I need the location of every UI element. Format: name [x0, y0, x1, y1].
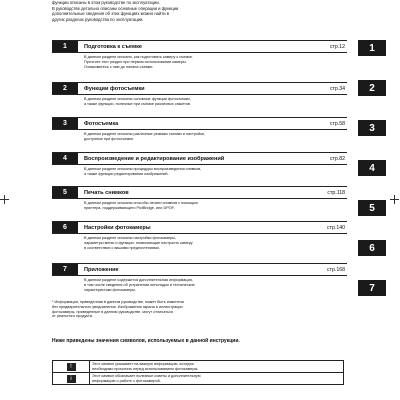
section-description: [84, 132, 347, 142]
section-header[interactable]: [52, 186, 347, 199]
intro-line: других разделах руководства по эксплуатации.: [52, 16, 144, 22]
section-page-ref: стр.34: [329, 85, 345, 92]
symbol-legend-intro: Ниже приведены значения символов, используемых в данной инструкции.: [52, 338, 240, 344]
desc-line: параметры меню и функции, позволяющие настроить камеру: [84, 240, 193, 245]
desc-line: В данном разделе описано, как подготовить камеру к съемке.: [84, 55, 194, 59]
section-number: 4: [52, 153, 78, 164]
section-header[interactable]: [52, 82, 347, 95]
section-description: [84, 236, 347, 250]
section-header[interactable]: [52, 221, 347, 234]
chapter-tab-3[interactable]: 3: [358, 120, 386, 136]
desc-line: В данном разделе описаны различные режимы съемки и настройки,: [84, 132, 205, 136]
registration-mark-icon: [390, 195, 399, 204]
section-number: 3: [52, 118, 78, 129]
section-number: 7: [52, 264, 78, 275]
section-header[interactable]: [52, 152, 347, 165]
chapter-tab-2[interactable]: 2: [358, 80, 386, 96]
section-page-ref: стр.140: [327, 224, 345, 231]
chapter-tab-4[interactable]: 4: [358, 160, 386, 176]
desc-line: В данном разделе описаны процедуры воспроизведения снимков,: [84, 167, 202, 171]
section-title: Подготовка к съемке: [84, 43, 142, 50]
intro-line: дополнительные сведения об этих функциях можно найти в: [52, 11, 169, 17]
desc-line: в соответствии с вашими предпочтениями.: [84, 245, 160, 250]
section-4: [52, 152, 347, 177]
legend-row: [53, 361, 344, 373]
section-description: [84, 278, 347, 292]
section-header[interactable]: [52, 40, 347, 53]
section-description: [84, 55, 347, 69]
section-3: [52, 117, 347, 142]
section-page-ref: стр.82: [329, 155, 345, 162]
legend-text-line: Этот символ обозначает полезные советы и дополнительную: [92, 374, 201, 379]
legend-text-line: необходимо прочитать перед использованием фотокамеры.: [92, 366, 199, 371]
section-title: Функции фотосъемки: [84, 85, 145, 92]
section-7: [52, 263, 347, 292]
desc-line: В данном разделе описаны способы печати снимков с помощью: [84, 201, 198, 205]
desc-line: в том числе сведения об устранении неполадок и технические: [84, 282, 195, 287]
section-6: [52, 221, 347, 250]
section-description: [84, 201, 347, 211]
section-description: [84, 97, 347, 107]
desc-line: В данном разделе описаны основные функции фотосъемки,: [84, 97, 191, 101]
section-5: [52, 186, 347, 211]
section-page-ref: стр.168: [327, 266, 345, 273]
section-number: 1: [52, 41, 78, 52]
info-icon: i: [67, 375, 76, 383]
footnote-line: от реального продукта.: [52, 314, 93, 319]
chapter-tab-7[interactable]: 7: [358, 280, 386, 296]
section-page-ref: стр.12: [329, 43, 345, 50]
intro-line: В руководстве детально описаны основные операции и функции: [52, 5, 179, 11]
desc-line: а также функции редактирования изображений.: [84, 171, 169, 176]
desc-line: Прочтите этот раздел при первом использовании камеры.: [84, 59, 187, 64]
symbol-legend-table: [52, 360, 344, 385]
section-title: Воспроизведение и редактирование изображений: [84, 155, 225, 162]
section-number: 2: [52, 83, 78, 94]
section-number: 5: [52, 187, 78, 198]
legend-text-line: Этот символ указывает на важную информацию, которую: [92, 362, 194, 366]
desc-line: доступные при фотосъемке.: [84, 136, 135, 141]
section-title: Настройки фотокамеры: [84, 224, 151, 231]
section-number: 6: [52, 222, 78, 233]
section-description: [84, 167, 347, 177]
intro-text: [52, 0, 342, 22]
legend-text-line: информацию о работе с фотокамерой.: [92, 378, 161, 383]
section-header[interactable]: [52, 117, 347, 130]
footnote-line: фотокамеры, приведенные в данном руководстве, могут отличаться: [52, 309, 173, 314]
footnote-line: без предварительного уведомления. Изображения экрана и иллюстрации: [52, 304, 183, 309]
section-title: Печать снимков: [84, 189, 129, 196]
footnote-line: * Информация, приведенная в данном руководстве, может быть изменена: [52, 300, 184, 304]
chapter-tab-6[interactable]: 6: [358, 240, 386, 256]
desc-line: характеристики фотокамеры.: [84, 287, 136, 292]
section-page-ref: стр.118: [327, 189, 345, 196]
desc-line: принтера, поддерживающего PictBridge, или DPOF.: [84, 205, 175, 210]
section-1: [52, 40, 347, 69]
section-2: [52, 82, 347, 107]
section-title: Фотосъемка: [84, 120, 119, 127]
chapter-tab-5[interactable]: 5: [358, 200, 386, 216]
legend-row: [53, 373, 344, 385]
intro-line: функции описаны в этом руководстве по эксплуатации.: [52, 0, 160, 5]
footnote: [52, 300, 344, 319]
desc-line: Ознакомьтесь с ним до начала съемки.: [84, 64, 154, 69]
desc-line: В данном разделе описаны настройки фотокамеры,: [84, 236, 176, 240]
registration-mark-icon: [0, 195, 9, 204]
desc-line: а также функции, полезные при съемке различных сюжетов.: [84, 101, 191, 106]
chapter-tab-1[interactable]: 1: [358, 40, 386, 56]
desc-line: В данном разделе содержится дополнительная информация,: [84, 278, 193, 282]
caution-icon: !: [67, 363, 76, 371]
section-title: Приложение: [84, 266, 119, 273]
section-header[interactable]: [52, 263, 347, 276]
section-page-ref: стр.58: [329, 120, 345, 127]
